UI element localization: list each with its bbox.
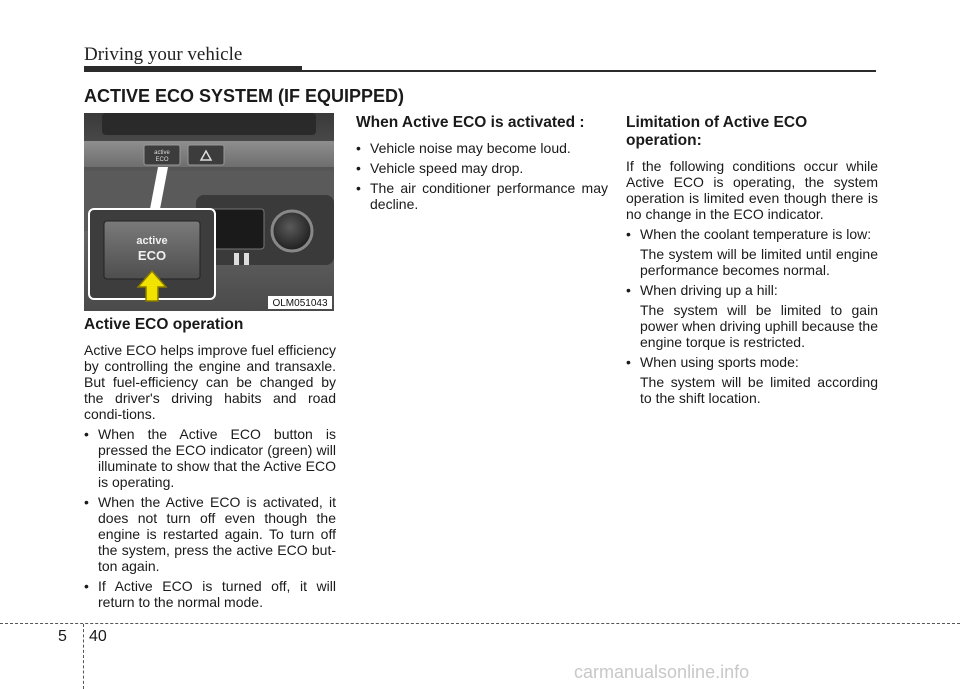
list-item: • When the Active ECO is activated, it does not turn off even though the engine is restarted again. To turn off the system, press the active ECO but-ton again. bbox=[84, 494, 336, 574]
condition-label: When the coolant temperature is low: bbox=[640, 226, 872, 242]
list-item: • If Active ECO is turned off, it will return to the normal mode. bbox=[84, 578, 336, 610]
footer-divider bbox=[0, 623, 960, 624]
list-item: • Vehicle speed may drop. bbox=[356, 160, 608, 176]
limitations-list bbox=[626, 226, 878, 406]
activated-effects-list bbox=[356, 140, 608, 212]
dashboard-photo bbox=[84, 113, 334, 311]
operation-list bbox=[84, 426, 336, 610]
heading-when-activated: When Active ECO is activated : bbox=[356, 114, 585, 131]
running-header: Driving your vehicle bbox=[84, 44, 243, 65]
condition-detail: The system will be limited according to the shift location. bbox=[640, 374, 878, 406]
small-button-label-2: ECO bbox=[155, 157, 169, 163]
header-rule-thick bbox=[84, 66, 302, 72]
dashboard-illustration bbox=[84, 113, 334, 311]
page-number: 40 bbox=[89, 628, 107, 645]
photo-code: OLM051043 bbox=[272, 298, 328, 309]
limitations-intro: If the following conditions occur while Active ECO is operating, the system operation is limited even though there is no change in the ECO indicator. bbox=[626, 158, 878, 222]
section-title: ACTIVE ECO SYSTEM (IF EQUIPPED) bbox=[84, 86, 405, 106]
footer-vertical-divider bbox=[83, 624, 84, 689]
large-button-label-1: active bbox=[136, 235, 168, 247]
column-active-eco-operation bbox=[84, 316, 336, 614]
list-item: • Vehicle noise may become loud. bbox=[356, 140, 608, 156]
list-item: • When the Active ECO button is pressed the ECO indicator (green) will illuminate to show that the Active ECO is operating. bbox=[84, 426, 336, 490]
column-when-activated bbox=[356, 114, 608, 216]
condition-detail: The system will be limited until engine performance becomes normal. bbox=[640, 246, 878, 278]
intro-paragraph: Active ECO helps improve fuel efficiency by controlling the engine and transaxle. But fuel-efficiency can be changed by the driver's driving habits and road condi-tions. bbox=[84, 342, 336, 422]
list-item: • The air conditioner performance may decline. bbox=[356, 180, 608, 212]
list-item bbox=[626, 282, 878, 350]
heading-active-eco-operation: Active ECO operation bbox=[84, 316, 244, 333]
list-item bbox=[626, 226, 878, 278]
list-item bbox=[626, 354, 878, 406]
watermark: carmanualsonline.info bbox=[574, 662, 750, 682]
small-button-label-1: active bbox=[154, 150, 170, 156]
condition-label: When using sports mode: bbox=[640, 354, 799, 370]
chapter-number: 5 bbox=[58, 628, 67, 645]
heading-limitations: Limitation of Active ECO operation: bbox=[626, 114, 808, 149]
condition-detail: The system will be limited to gain power when driving uphill because the engine torque is restricted. bbox=[640, 302, 878, 350]
column-limitations bbox=[626, 114, 878, 410]
header-rule-thin bbox=[302, 70, 876, 72]
condition-label: When driving up a hill: bbox=[640, 282, 778, 298]
large-button-label-2: ECO bbox=[137, 248, 167, 263]
